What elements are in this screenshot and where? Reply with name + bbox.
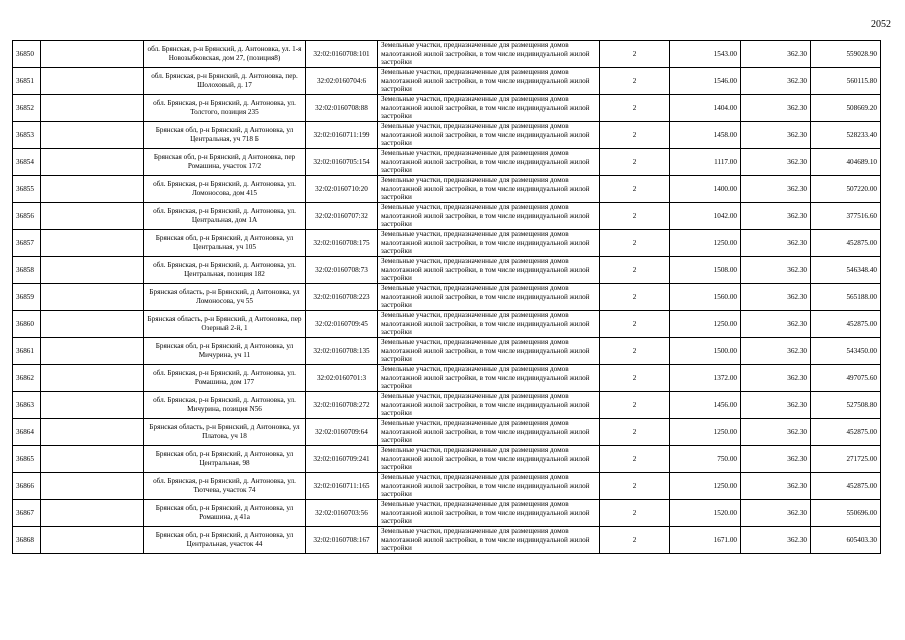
- cadastral-number-cell: 32:02:0160709:241: [306, 446, 378, 473]
- permitted-use-cell: Земельные участки, предназначенные для размещения домов малоэтажной жилой застройки, в том числе индивидуальной жилой застройки: [378, 149, 600, 176]
- blank-cell: [41, 527, 144, 554]
- category-cell: 2: [600, 95, 670, 122]
- address-cell: Брянская область, р-н Брянский, д Антоновка, ул Ломоносова, уч 55: [144, 284, 306, 311]
- cadastral-value-cell: 452875.00: [811, 419, 881, 446]
- cadastral-value-cell: 527508.80: [811, 392, 881, 419]
- blank-cell: [41, 176, 144, 203]
- area-cell: 1372.00: [670, 365, 741, 392]
- specific-value-cell: 362.30: [741, 257, 811, 284]
- area-cell: 1250.00: [670, 311, 741, 338]
- cadastral-value-cell: 528233.40: [811, 122, 881, 149]
- specific-value-cell: 362.30: [741, 95, 811, 122]
- table-row: [13, 230, 881, 257]
- table-row: [13, 446, 881, 473]
- specific-value-cell: 362.30: [741, 41, 811, 68]
- category-cell: 2: [600, 311, 670, 338]
- address-cell: Брянская обл, р-н Брянский, д Антоновка, ул Ромашина, д 41а: [144, 500, 306, 527]
- category-cell: 2: [600, 419, 670, 446]
- row-number-cell: 36858: [13, 257, 41, 284]
- blank-cell: [41, 446, 144, 473]
- row-number-cell: 36852: [13, 95, 41, 122]
- specific-value-cell: 362.30: [741, 392, 811, 419]
- blank-cell: [41, 473, 144, 500]
- cadastral-value-cell: 497075.60: [811, 365, 881, 392]
- category-cell: 2: [600, 500, 670, 527]
- permitted-use-cell: Земельные участки, предназначенные для размещения домов малоэтажной жилой застройки, в том числе индивидуальной жилой застройки: [378, 41, 600, 68]
- area-cell: 1250.00: [670, 419, 741, 446]
- row-number-cell: 36865: [13, 446, 41, 473]
- category-cell: 2: [600, 68, 670, 95]
- table-row: [13, 365, 881, 392]
- cadastral-value-cell: 507220.00: [811, 176, 881, 203]
- cadastral-value-cell: 543450.00: [811, 338, 881, 365]
- specific-value-cell: 362.30: [741, 500, 811, 527]
- address-cell: обл. Брянская, р-н Брянский, д. Антоновка, ул. Толстого, позиция 235: [144, 95, 306, 122]
- table-row: [13, 203, 881, 230]
- address-cell: обл. Брянская, р-н Брянский, д. Антоновка, ул. Центральная, дом 1А: [144, 203, 306, 230]
- row-number-cell: 36856: [13, 203, 41, 230]
- row-number-cell: 36868: [13, 527, 41, 554]
- blank-cell: [41, 365, 144, 392]
- permitted-use-cell: Земельные участки, предназначенные для размещения домов малоэтажной жилой застройки, в том числе индивидуальной жилой застройки: [378, 527, 600, 554]
- cadastral-value-cell: 452875.00: [811, 473, 881, 500]
- address-cell: Брянская обл, р-н Брянский, д Антоновка, пер Ромашина, участок 17/2: [144, 149, 306, 176]
- blank-cell: [41, 338, 144, 365]
- cadastral-value-cell: 508669.20: [811, 95, 881, 122]
- cadastral-value-cell: 565188.00: [811, 284, 881, 311]
- blank-cell: [41, 41, 144, 68]
- address-cell: обл. Брянская, р-н Брянский, д. Антоновка, ул. Ромашина, дом 177: [144, 365, 306, 392]
- address-cell: обл. Брянская, р-н Брянский, д. Антоновка, ул. Мичурина, позиция N56: [144, 392, 306, 419]
- blank-cell: [41, 284, 144, 311]
- table-row: [13, 311, 881, 338]
- blank-cell: [41, 203, 144, 230]
- table-row: [13, 500, 881, 527]
- category-cell: 2: [600, 149, 670, 176]
- cadastral-value-cell: 404689.10: [811, 149, 881, 176]
- specific-value-cell: 362.30: [741, 446, 811, 473]
- specific-value-cell: 362.30: [741, 68, 811, 95]
- area-cell: 750.00: [670, 446, 741, 473]
- permitted-use-cell: Земельные участки, предназначенные для размещения домов малоэтажной жилой застройки, в том числе индивидуальной жилой застройки: [378, 392, 600, 419]
- specific-value-cell: 362.30: [741, 284, 811, 311]
- cadastral-value-cell: 560115.80: [811, 68, 881, 95]
- cadastral-number-cell: 32:02:0160704:6: [306, 68, 378, 95]
- cadastral-value-cell: 452875.00: [811, 311, 881, 338]
- blank-cell: [41, 95, 144, 122]
- cadastral-number-cell: 32:02:0160701:3: [306, 365, 378, 392]
- table-row: [13, 122, 881, 149]
- permitted-use-cell: Земельные участки, предназначенные для размещения домов малоэтажной жилой застройки, в том числе индивидуальной жилой застройки: [378, 365, 600, 392]
- area-cell: 1508.00: [670, 257, 741, 284]
- address-cell: Брянская область, р-н Брянский, д Антоновка, ул Платова, уч 18: [144, 419, 306, 446]
- row-number-cell: 36853: [13, 122, 41, 149]
- category-cell: 2: [600, 392, 670, 419]
- specific-value-cell: 362.30: [741, 122, 811, 149]
- permitted-use-cell: Земельные участки, предназначенные для размещения домов малоэтажной жилой застройки, в том числе индивидуальной жилой застройки: [378, 257, 600, 284]
- category-cell: 2: [600, 284, 670, 311]
- blank-cell: [41, 68, 144, 95]
- cadastral-number-cell: 32:02:0160708:73: [306, 257, 378, 284]
- row-number-cell: 36866: [13, 473, 41, 500]
- cadastral-number-cell: 32:02:0160710:20: [306, 176, 378, 203]
- blank-cell: [41, 230, 144, 257]
- area-cell: 1500.00: [670, 338, 741, 365]
- permitted-use-cell: Земельные участки, предназначенные для размещения домов малоэтажной жилой застройки, в том числе индивидуальной жилой застройки: [378, 122, 600, 149]
- row-number-cell: 36860: [13, 311, 41, 338]
- specific-value-cell: 362.30: [741, 527, 811, 554]
- area-cell: 1250.00: [670, 230, 741, 257]
- table-row: [13, 338, 881, 365]
- address-cell: Брянская обл, р-н Брянский, д Антоновка, ул Центральная, уч 718 Б: [144, 122, 306, 149]
- row-number-cell: 36850: [13, 41, 41, 68]
- permitted-use-cell: Земельные участки, предназначенные для размещения домов малоэтажной жилой застройки, в том числе индивидуальной жилой застройки: [378, 95, 600, 122]
- blank-cell: [41, 419, 144, 446]
- cadastral-value-cell: 559028.90: [811, 41, 881, 68]
- row-number-cell: 36863: [13, 392, 41, 419]
- permitted-use-cell: Земельные участки, предназначенные для размещения домов малоэтажной жилой застройки, в том числе индивидуальной жилой застройки: [378, 473, 600, 500]
- cadastral-number-cell: 32:02:0160708:88: [306, 95, 378, 122]
- blank-cell: [41, 149, 144, 176]
- cadastral-number-cell: 32:02:0160709:45: [306, 311, 378, 338]
- area-cell: 1543.00: [670, 41, 741, 68]
- permitted-use-cell: Земельные участки, предназначенные для размещения домов малоэтажной жилой застройки, в том числе индивидуальной жилой застройки: [378, 176, 600, 203]
- cadastral-value-cell: 546348.40: [811, 257, 881, 284]
- cadastral-number-cell: 32:02:0160711:199: [306, 122, 378, 149]
- category-cell: 2: [600, 365, 670, 392]
- row-number-cell: 36859: [13, 284, 41, 311]
- area-cell: 1250.00: [670, 473, 741, 500]
- cadastral-value-table: [12, 40, 881, 554]
- row-number-cell: 36855: [13, 176, 41, 203]
- table-row: [13, 95, 881, 122]
- address-cell: Брянская область, р-н Брянский, д Антоновка, пер Озерный 2-й, 1: [144, 311, 306, 338]
- specific-value-cell: 362.30: [741, 311, 811, 338]
- table-row: [13, 149, 881, 176]
- permitted-use-cell: Земельные участки, предназначенные для размещения домов малоэтажной жилой застройки, в том числе индивидуальной жилой застройки: [378, 338, 600, 365]
- blank-cell: [41, 311, 144, 338]
- cadastral-number-cell: 32:02:0160708:101: [306, 41, 378, 68]
- row-number-cell: 36867: [13, 500, 41, 527]
- table-row: [13, 41, 881, 68]
- specific-value-cell: 362.30: [741, 176, 811, 203]
- table-row: [13, 473, 881, 500]
- blank-cell: [41, 500, 144, 527]
- specific-value-cell: 362.30: [741, 338, 811, 365]
- cadastral-value-cell: 452875.00: [811, 230, 881, 257]
- area-cell: 1042.00: [670, 203, 741, 230]
- cadastral-value-cell: 271725.00: [811, 446, 881, 473]
- table-row: [13, 527, 881, 554]
- cadastral-number-cell: 32:02:0160708:272: [306, 392, 378, 419]
- permitted-use-cell: Земельные участки, предназначенные для размещения домов малоэтажной жилой застройки, в том числе индивидуальной жилой застройки: [378, 500, 600, 527]
- table-row: [13, 176, 881, 203]
- cadastral-value-cell: 377516.60: [811, 203, 881, 230]
- cadastral-number-cell: 32:02:0160705:154: [306, 149, 378, 176]
- area-cell: 1560.00: [670, 284, 741, 311]
- permitted-use-cell: Земельные участки, предназначенные для размещения домов малоэтажной жилой застройки, в том числе индивидуальной жилой застройки: [378, 230, 600, 257]
- category-cell: 2: [600, 122, 670, 149]
- cadastral-value-cell: 550696.00: [811, 500, 881, 527]
- cadastral-number-cell: 32:02:0160711:165: [306, 473, 378, 500]
- address-cell: Брянская обл, р-н Брянский, д Антоновка, ул Центральная, участок 44: [144, 527, 306, 554]
- permitted-use-cell: Земельные участки, предназначенные для размещения домов малоэтажной жилой застройки, в том числе индивидуальной жилой застройки: [378, 284, 600, 311]
- category-cell: 2: [600, 203, 670, 230]
- row-number-cell: 36864: [13, 419, 41, 446]
- address-cell: Брянская обл, р-н Брянский, д Антоновка, ул Мичурина, уч 11: [144, 338, 306, 365]
- cadastral-number-cell: 32:02:0160708:167: [306, 527, 378, 554]
- blank-cell: [41, 392, 144, 419]
- table-row: [13, 68, 881, 95]
- specific-value-cell: 362.30: [741, 419, 811, 446]
- row-number-cell: 36861: [13, 338, 41, 365]
- category-cell: 2: [600, 527, 670, 554]
- area-cell: 1400.00: [670, 176, 741, 203]
- area-cell: 1117.00: [670, 149, 741, 176]
- category-cell: 2: [600, 257, 670, 284]
- area-cell: 1458.00: [670, 122, 741, 149]
- row-number-cell: 36851: [13, 68, 41, 95]
- cadastral-number-cell: 32:02:0160708:223: [306, 284, 378, 311]
- table-row: [13, 392, 881, 419]
- address-cell: обл. Брянская, р-н Брянский, д. Антоновка, ул. 1-я Новозыбковская, дом 27, (позиция8): [144, 41, 306, 68]
- permitted-use-cell: Земельные участки, предназначенные для размещения домов малоэтажной жилой застройки, в том числе индивидуальной жилой застройки: [378, 446, 600, 473]
- table-row: [13, 257, 881, 284]
- cadastral-number-cell: 32:02:0160708:135: [306, 338, 378, 365]
- address-cell: обл. Брянская, р-н Брянский, д. Антоновка, пер. Шолоховый, д. 17: [144, 68, 306, 95]
- area-cell: 1546.00: [670, 68, 741, 95]
- blank-cell: [41, 257, 144, 284]
- category-cell: 2: [600, 230, 670, 257]
- address-cell: обл. Брянская, р-н Брянский, д. Антоновка, ул. Тютчева, участок 74: [144, 473, 306, 500]
- permitted-use-cell: Земельные участки, предназначенные для размещения домов малоэтажной жилой застройки, в том числе индивидуальной жилой застройки: [378, 203, 600, 230]
- permitted-use-cell: Земельные участки, предназначенные для размещения домов малоэтажной жилой застройки, в том числе индивидуальной жилой застройки: [378, 419, 600, 446]
- category-cell: 2: [600, 41, 670, 68]
- page-number: 2052: [871, 19, 891, 30]
- permitted-use-cell: Земельные участки, предназначенные для размещения домов малоэтажной жилой застройки, в том числе индивидуальной жилой застройки: [378, 68, 600, 95]
- permitted-use-cell: Земельные участки, предназначенные для размещения домов малоэтажной жилой застройки, в том числе индивидуальной жилой застройки: [378, 311, 600, 338]
- address-cell: Брянская обл, р-н Брянский, д Антоновка, ул Центральная, уч 105: [144, 230, 306, 257]
- area-cell: 1456.00: [670, 392, 741, 419]
- category-cell: 2: [600, 176, 670, 203]
- specific-value-cell: 362.30: [741, 203, 811, 230]
- specific-value-cell: 362.30: [741, 149, 811, 176]
- area-cell: 1520.00: [670, 500, 741, 527]
- row-number-cell: 36857: [13, 230, 41, 257]
- table-row: [13, 284, 881, 311]
- table-body: [13, 41, 881, 554]
- cadastral-value-cell: 605403.30: [811, 527, 881, 554]
- cadastral-number-cell: 32:02:0160709:64: [306, 419, 378, 446]
- specific-value-cell: 362.30: [741, 365, 811, 392]
- address-cell: обл. Брянская, р-н Брянский, д. Антоновка, ул. Центральная, позиция 182: [144, 257, 306, 284]
- address-cell: обл. Брянская, р-н Брянский, д. Антоновка, ул. Ломоносова, дом 415: [144, 176, 306, 203]
- area-cell: 1671.00: [670, 527, 741, 554]
- category-cell: 2: [600, 446, 670, 473]
- specific-value-cell: 362.30: [741, 230, 811, 257]
- address-cell: Брянская обл, р-н Брянский, д Антоновка, ул Центральная, 98: [144, 446, 306, 473]
- row-number-cell: 36854: [13, 149, 41, 176]
- table-row: [13, 419, 881, 446]
- cadastral-number-cell: 32:02:0160708:175: [306, 230, 378, 257]
- area-cell: 1404.00: [670, 95, 741, 122]
- category-cell: 2: [600, 473, 670, 500]
- row-number-cell: 36862: [13, 365, 41, 392]
- category-cell: 2: [600, 338, 670, 365]
- blank-cell: [41, 122, 144, 149]
- cadastral-number-cell: 32:02:0160703:56: [306, 500, 378, 527]
- specific-value-cell: 362.30: [741, 473, 811, 500]
- cadastral-number-cell: 32:02:0160707:32: [306, 203, 378, 230]
